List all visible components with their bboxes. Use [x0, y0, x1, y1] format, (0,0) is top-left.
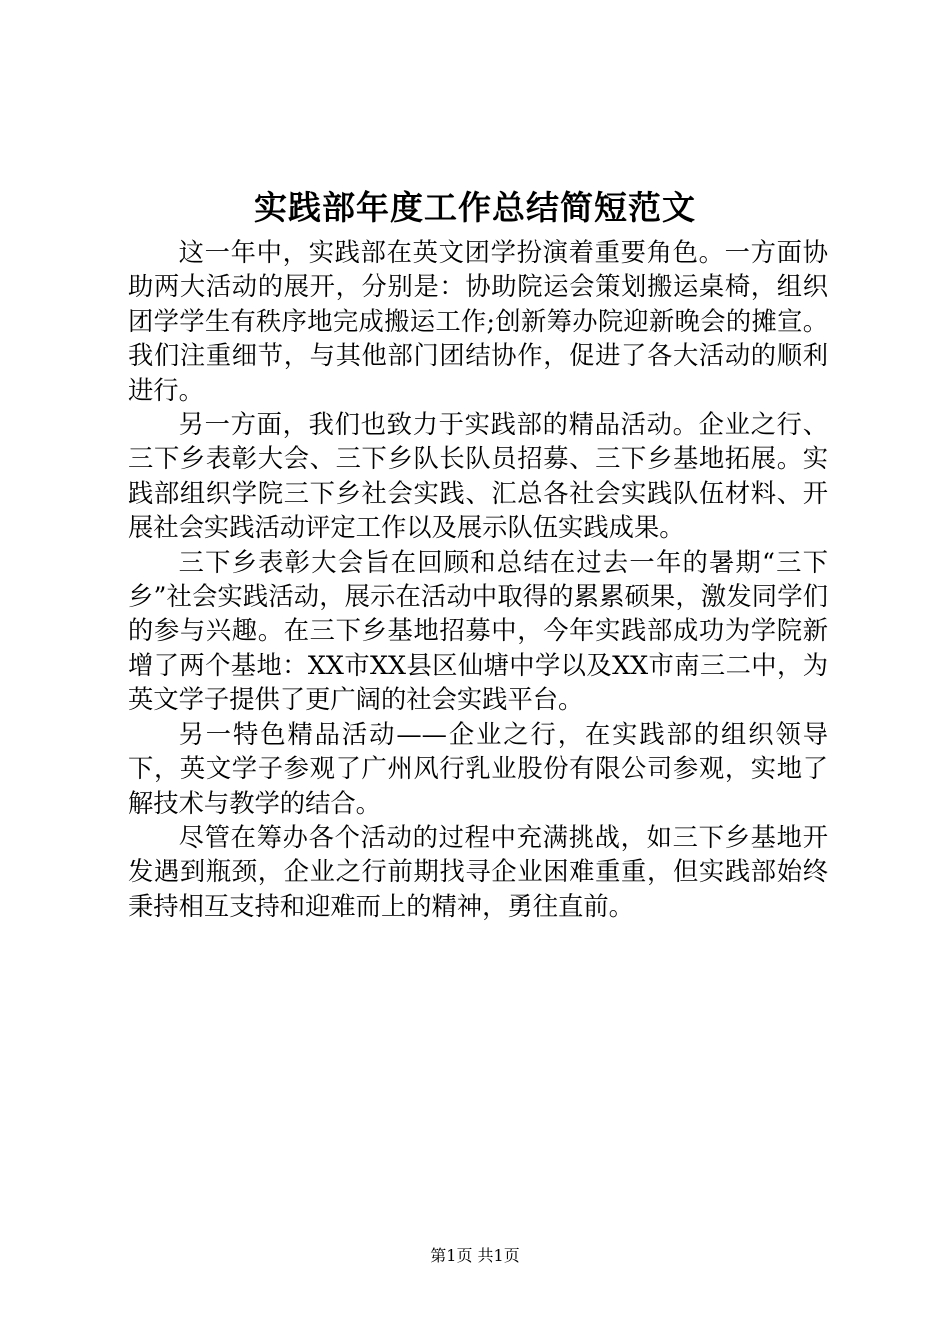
document-title: 实践部年度工作总结简短范文 [254, 188, 696, 227]
document-body [128, 236, 828, 924]
paragraph-2: 另一方面，我们也致力于实践部的精品活动。企业之行、三下乡表彰大会、三下乡队长队员招募、三下乡基地拓展。实践部组织学院三下乡社会实践、汇总各社会实践队伍材料、开展社会实践活动评定工作以及展示队伍实践成果。 [128, 410, 828, 543]
paragraph-5: 尽管在筹办各个活动的过程中充满挑战，如三下乡基地开发遇到瓶颈，企业之行前期找寻企业困难重重，但实践部始终秉持相互支持和迎难而上的精神，勇往直前。 [128, 822, 828, 921]
paragraph-4: 另一特色精品活动——企业之行，在实践部的组织领导下，英文学子参观了广州风行乳业股份有限公司参观，实地了解技术与教学的结合。 [128, 719, 828, 818]
page-footer: 第1页 共1页 [430, 1246, 520, 1265]
paragraph-3: 三下乡表彰大会旨在回顾和总结在过去一年的暑期“三下乡”社会实践活动，展示在活动中取得的累累硕果，激发同学们的参与兴趣。在三下乡基地招募中，今年实践部成功为学院新增了两个基地：XX市XX县区仙塘中学以及XX市南三二中，为英文学子提供了更广阔的社会实践平台。 [128, 547, 828, 715]
paragraph-1: 这一年中，实践部在英文团学扮演着重要角色。一方面协助两大活动的展开，分别是：协助院运会策划搬运桌椅，组织团学学生有秩序地完成搬运工作;创新筹办院迎新晚会的摊宣。我们注重细节，与其他部门团结协作，促进了各大活动的顺利进行。 [128, 238, 828, 405]
